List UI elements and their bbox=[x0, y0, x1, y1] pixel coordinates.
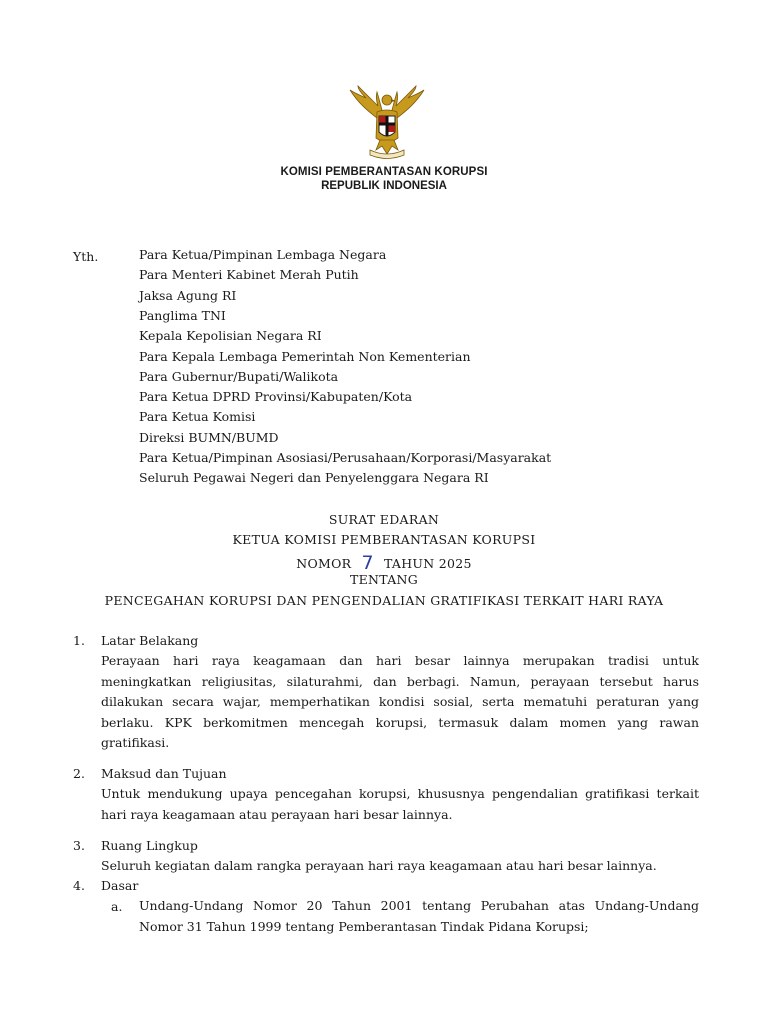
section-number: 1. bbox=[73, 633, 85, 648]
section-number: 4. bbox=[73, 878, 85, 893]
doc-type-title: SURAT EDARAN bbox=[328, 512, 440, 527]
subsection-letter: a. bbox=[111, 899, 123, 914]
org-name: KOMISI PEMBERANTASAN KORUPSI bbox=[280, 166, 488, 178]
doc-number-line bbox=[0, 551, 768, 573]
section-body: Untuk mendukung upaya pencegahan korupsi, khususnya pengendalian gratifikasi terkait hari raya keagamaan atau perayaan hari besar lainnya. bbox=[101, 786, 699, 822]
section-heading: Dasar bbox=[101, 878, 139, 893]
nomor-value: 7 bbox=[361, 552, 374, 574]
document-page: KOMISI PEMBERANTASAN KORUPSI REPUBLIK INDONESIA Yth. Para Ketua/Pimpinan Lembaga Negara Para Menteri Kabinet Merah Putih Jaksa Agung RI Panglima TNI Kepala Kepolisian Negara RI Para Kepala Lembaga Pemerintah Non Kementerian Para Gubernur/Bupati/Walikota Para Ketua DPRD Provinsi/Kabupaten/Kota Para Ketua Komisi Direksi BUMN/BUMD Para Ketua/Pimpinan Asosiasi/Perusahaan/Korporasi/Masyarakat Seluruh Pegawai Negeri dan Penyelenggara Negara RI SURAT EDARAN KETUA KOMISI PEMBERANTASAN KORUPSI NOMOR 7 TAHUN 2025 TENTANG PENCEGAHAN KORUPSI DAN PENGENDALIAN GRATIFIKASI TERKAIT HARI RAYA 1. Latar Belakang Perayaan hari raya keagamaan dan hari besar lainnya merupakan tradisi untuk meningkatkan religiusitas, silaturahmi, dan berbagi. Namun, perayaan tersebut harus dilakukan secara wajar, memperhatikan kondisi sosial, serta mematuhi peraturan yang berlaku. KPK berkomitmen mencegah korupsi, termasuk dalam momen yang rawan gratifikasi. 2. Maksud dan Tujuan Untuk mendukung upaya pencegahan korupsi, khususnya pengendalian gratifikasi terkait hari raya keagamaan atau perayaan hari besar lainnya. 3. Ruang Lingkup Seluruh kegiatan dalam rangka perayaan hari raya keagamaan atau hari besar lainnya. 4. Dasar a. Undang-Undang Nomor 20 Tahun 2001 tentang Perubahan atas Undang-Undang Nomor 31 Tahun 1999 tentang Pemberantasan Tindak Pidana Korupsi; bbox=[0, 0, 768, 1024]
section-body: Seluruh kegiatan dalam rangka perayaan hari raya keagamaan atau hari besar lainnya. bbox=[101, 858, 657, 873]
section-heading: Maksud dan Tujuan bbox=[101, 766, 227, 781]
nomor-label: NOMOR bbox=[296, 556, 352, 571]
section-heading: Ruang Lingkup bbox=[101, 838, 198, 853]
section-number: 2. bbox=[73, 766, 85, 781]
doc-subject: PENCEGAHAN KORUPSI DAN PENGENDALIAN GRATIFIKASI TERKAIT HARI RAYA bbox=[104, 593, 664, 608]
section-body: Perayaan hari raya keagamaan dan hari besar lainnya merupakan tradisi untuk meningkatkan religiusitas, silaturahmi, dan berbagi. Namun, perayaan tersebut harus dilakukan secara wajar, memperhatikan kondisi sosial, serta mematuhi peraturan yang berlaku. KPK berkomitmen mencegah korupsi, termasuk dalam momen yang rawan gratifikasi. bbox=[101, 653, 699, 750]
tentang-label: TENTANG bbox=[349, 572, 419, 587]
garuda-emblem-icon bbox=[342, 84, 432, 164]
section-number: 3. bbox=[73, 838, 85, 853]
subsection-body: Undang-Undang Nomor 20 Tahun 2001 tentang Perubahan atas Undang-Undang Nomor 31 Tahun 1999 tentang Pemberantasan Tindak Pidana Korupsi; bbox=[139, 898, 699, 934]
doc-issuer-title: KETUA KOMISI PEMBERANTASAN KORUPSI bbox=[232, 532, 536, 547]
recipient-prefix: Yth. bbox=[73, 249, 99, 264]
section-heading: Latar Belakang bbox=[101, 633, 199, 648]
tahun-label: TAHUN 2025 bbox=[383, 556, 472, 571]
org-subtitle: REPUBLIK INDONESIA bbox=[321, 180, 447, 192]
